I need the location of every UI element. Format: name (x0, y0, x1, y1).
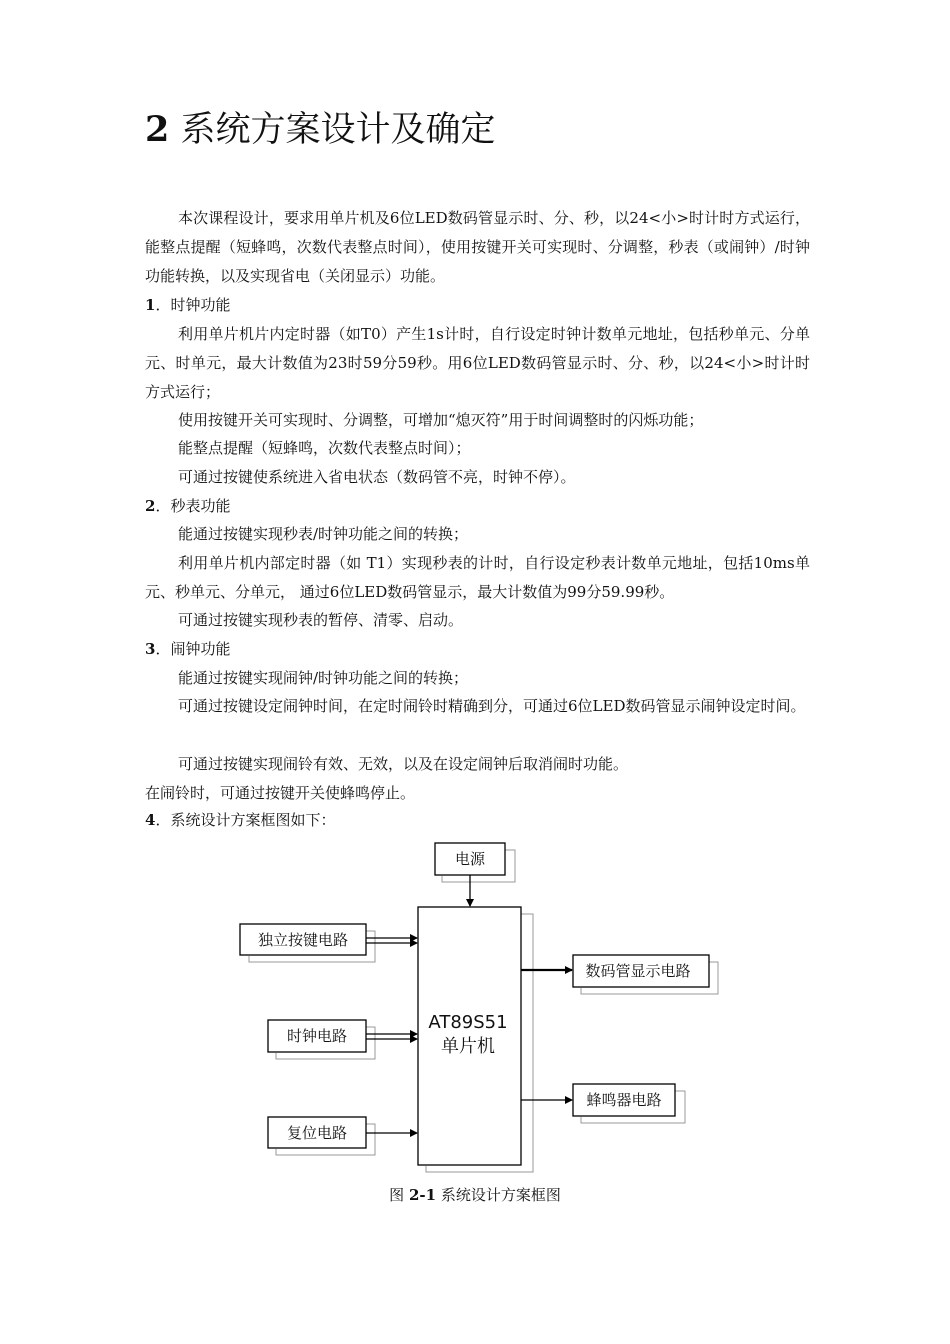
section-2-paragraph-3: 可通过按键实现秒表的暂停、清零、启动。 (178, 611, 464, 629)
section-4-heading: 4．系统设计方案框图如下： (145, 811, 336, 829)
section-1-heading: 1．时钟功能 (145, 296, 231, 314)
section-1-paragraph-2: 使用按键开关可实现时、分调整，可增加“熄灭符”用于时间调整时的闪烁功能； (178, 411, 704, 429)
figure-caption (0, 1184, 950, 1206)
clock-label: 时钟电路 (286, 1027, 348, 1045)
intro-paragraph: 本次课程设计，要求用单片机及6位LED数码管显示时、分、秒，以24<小>时计时方式运行，能整点提醒（短蜂鸣，次数代表整点时间），使用按键开关可实现时、分调整，秒表（或闹钟）/时钟功能转换，以及实现省电（关闭显示）功能。 (145, 209, 810, 285)
section-3-heading: 3．闹钟功能 (145, 640, 231, 658)
keys-label: 独立按键电路 (257, 931, 349, 949)
section-2-heading: 2．秒表功能 (145, 497, 231, 515)
mcu-label-name: 单片机 (441, 1036, 495, 1057)
section-1-paragraph-3: 能整点提醒（短蜂鸣，次数代表整点时间）； (178, 439, 471, 457)
section-3-paragraph-1: 能通过按键实现闹钟/时钟功能之间的转换； (178, 669, 469, 687)
section-2-paragraph-2: 利用单片机内部定时器（如 T1）实现秒表的计时，自行设定秒表计数单元地址，包括10ms单元、秒单元、分单元， 通过6位LED数码管显示，最大计数值为99分59.99秒。 (145, 554, 810, 601)
buzzer-label: 蜂鸣器电路 (586, 1091, 662, 1109)
section-3-paragraph-4: 在闹铃时，可通过按键开关使蜂鸣停止。 (145, 784, 416, 802)
title-text: 系统方案设计及确定 (180, 110, 496, 150)
section-1-number: 1 (145, 296, 156, 314)
title-number: 2 (145, 109, 170, 150)
section-4-number: 4 (145, 811, 156, 829)
reset-label: 复位电路 (286, 1124, 348, 1142)
caption-number: 2-1 (408, 1186, 437, 1204)
section-3-title: 闹钟功能 (170, 640, 231, 658)
section-1-paragraph-4: 可通过按键使系统进入省电状态（数码管不亮，时钟不停）。 (178, 468, 576, 486)
caption-prefix: 图 (389, 1186, 409, 1204)
section-2-title: 秒表功能 (170, 497, 231, 515)
section-4-title: 系统设计方案框图如下： (170, 811, 336, 829)
display-label: 数码管显示电路 (585, 962, 691, 980)
section-2-number: 2 (145, 497, 156, 515)
section-1-title: 时钟功能 (170, 296, 231, 314)
section-3-paragraph-3: 可通过按键实现闹铃有效、无效，以及在设定闹钟后取消闹时功能。 (178, 755, 629, 773)
section-2-paragraph-1: 能通过按键实现秒表/时钟功能之间的转换； (178, 525, 469, 543)
section-1-paragraph-1: 利用单片机片内定时器（如T0）产生1s计时，自行设定时钟计数单元地址，包括秒单元、分单元、时单元，最大计数值为23时59分59秒。用6位LED数码管显示时、分、秒，以24<小>时计时方式运行； (145, 325, 810, 401)
section-3-number: 3 (145, 640, 156, 658)
mcu-label-model: AT89S51 (428, 1012, 508, 1033)
power-label: 电源 (454, 850, 486, 868)
section-3-paragraph-2: 可通过按键设定闹钟时间，在定时闹铃时精确到分，可通过6位LED数码管显示闹钟设定时间。 (178, 697, 806, 715)
caption-text: 系统设计方案框图 (436, 1186, 561, 1204)
